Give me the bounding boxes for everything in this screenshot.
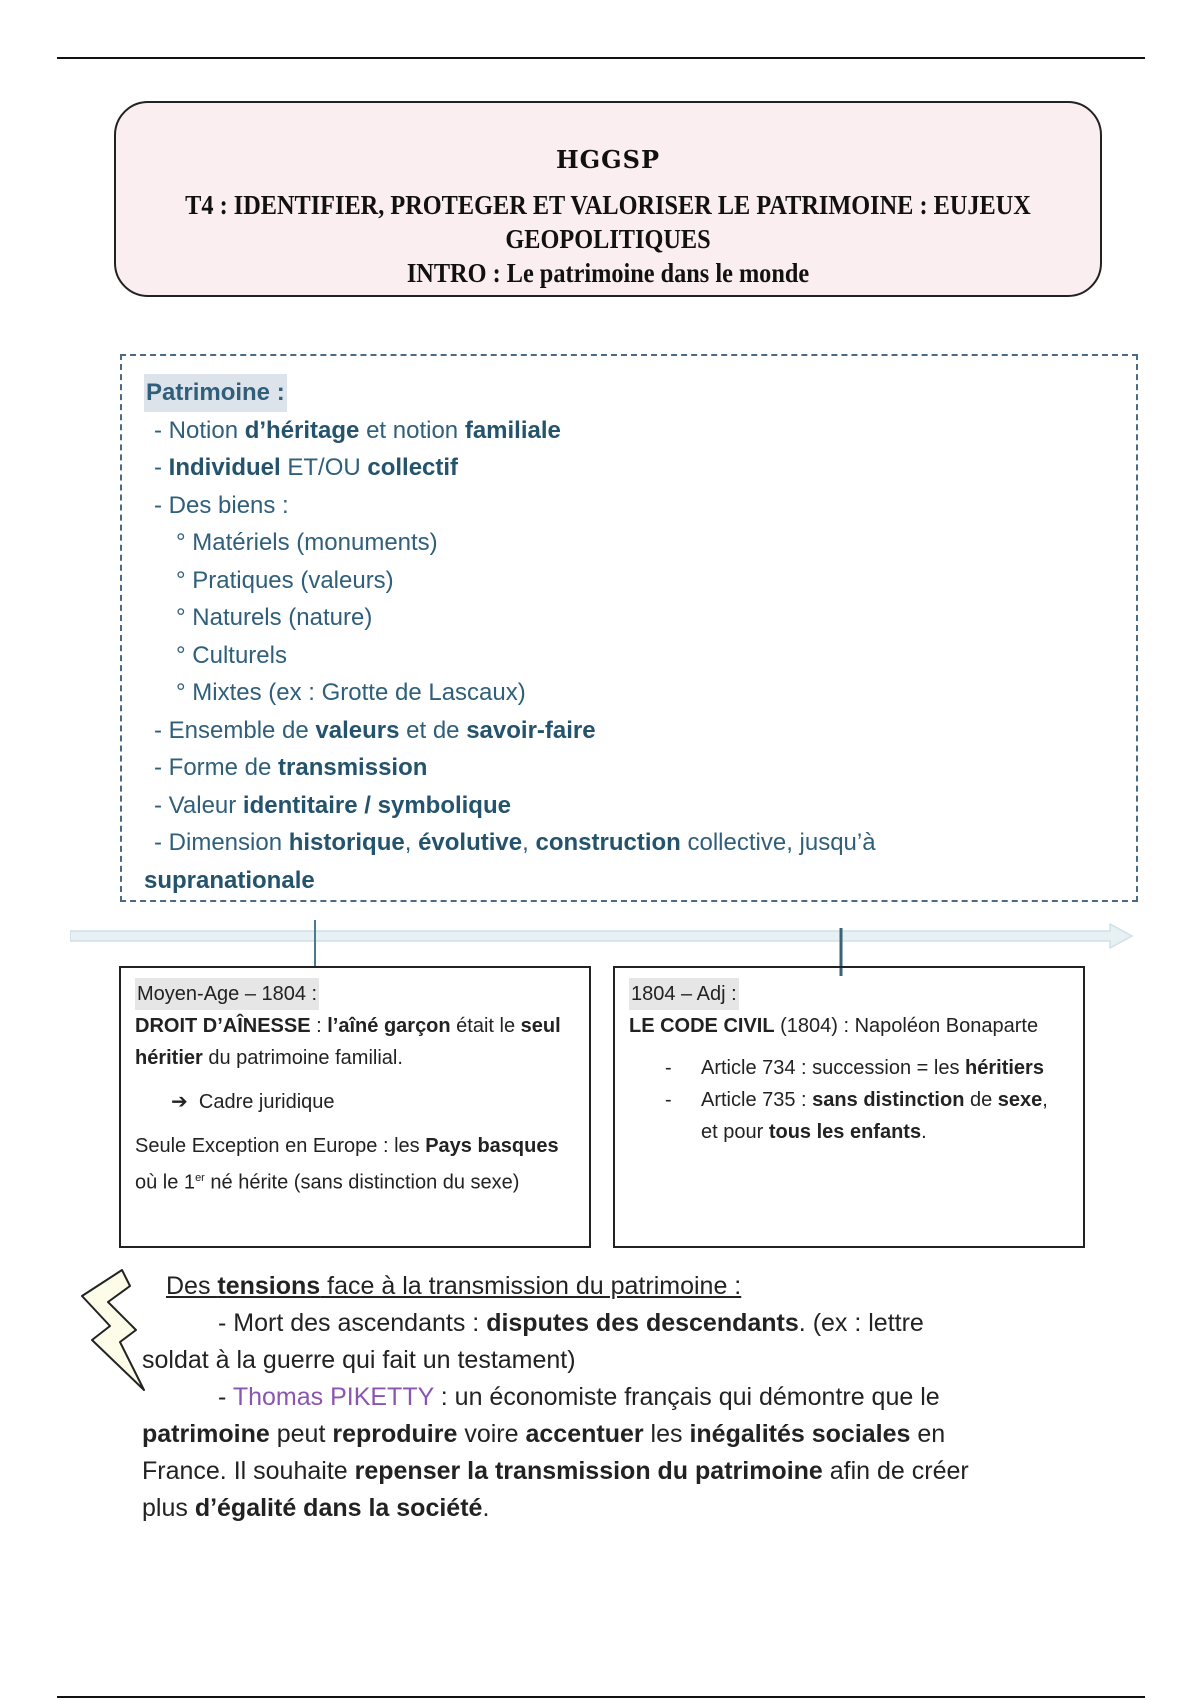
tension-point-continued: soldat à la guerre qui fait un testament)	[142, 1346, 576, 1374]
tension-point: - Mort des ascendants : disputes des descendants. (ex : lettre	[218, 1309, 924, 1337]
articles-list	[629, 1052, 1069, 1148]
list-item: - Article 735 : sans distinction de sexe, et pour tous les enfants.	[629, 1084, 1069, 1148]
definition-item: - Des biens :	[154, 491, 289, 519]
tensions-heading: Des tensions face à la transmission du patrimoine :	[166, 1272, 742, 1300]
right-arrow-icon: ➔	[171, 1091, 188, 1113]
lightning-icon	[80, 1268, 150, 1393]
definition-title: Patrimoine :	[144, 374, 287, 412]
biens-item: ° Culturels	[176, 641, 287, 669]
definition-item: - Dimension historique, évolutive, construction collective, jusqu’à	[154, 829, 876, 856]
definition-item-continued: supranationale	[144, 866, 315, 894]
top-rule	[57, 57, 1145, 59]
definition-item: - Notion d’héritage et notion familiale	[154, 416, 561, 444]
subject-heading: HGGSP	[555, 145, 661, 174]
era-paragraph: Seule Exception en Europe : les Pays basques où le 1er né hérite (sans distinction du sexe)	[135, 1135, 559, 1194]
tension-text: plus d’égalité dans la société.	[142, 1494, 490, 1522]
era-paragraph: DROIT D’AÎNESSE : l’aîné garçon était le seul héritier du patrimoine familial.	[135, 1015, 561, 1069]
tension-text: France. Il souhaite repenser la transmission du patrimoine afin de créer	[142, 1457, 969, 1485]
definition-box	[120, 354, 1138, 902]
intro-heading: INTRO : Le patrimoine dans le monde	[406, 258, 810, 288]
theme-heading: T4 : IDENTIFIER, PROTEGER ET VALORISER LE PATRIMOINE : EUJEUX GEOPOLITIQUES	[185, 190, 1031, 254]
bottom-rule	[57, 1696, 1145, 1698]
tension-point: - Thomas PIKETTY : un économiste français qui démontre que le	[218, 1383, 940, 1411]
list-item: - Article 734 : succession = les héritiers	[629, 1052, 1069, 1084]
era-period-label: 1804 – Adj :	[629, 978, 739, 1010]
biens-item: ° Pratiques (valeurs)	[176, 566, 394, 594]
era-paragraph: LE CODE CIVIL (1804) : Napoléon Bonaparte	[629, 1015, 1039, 1037]
definition-item: - Forme de transmission	[154, 754, 428, 781]
title-box	[114, 101, 1102, 297]
tension-text: patrimoine peut reproduire voire accentuer les inégalités sociales en	[142, 1420, 946, 1448]
timeline-arrow-shape	[70, 924, 1132, 948]
piketty-name: Thomas PIKETTY	[232, 1383, 434, 1411]
definition-item: - Valeur identitaire / symbolique	[154, 791, 511, 819]
biens-item: ° Matériels (monuments)	[176, 529, 438, 556]
tensions-section	[142, 1268, 1072, 1527]
era-period-label: Moyen-Age – 1804 :	[135, 978, 319, 1010]
era-arrow-line: ➔ Cadre juridique	[171, 1091, 335, 1113]
era-box-code-civil	[613, 966, 1085, 1248]
era-box-moyen-age	[119, 966, 591, 1248]
definition-item: - Ensemble de valeurs et de savoir-faire	[154, 716, 596, 744]
biens-item: ° Mixtes (ex : Grotte de Lascaux)	[176, 679, 526, 706]
biens-item: ° Naturels (nature)	[176, 604, 373, 631]
definition-item: - Individuel ET/OU collectif	[154, 454, 459, 481]
